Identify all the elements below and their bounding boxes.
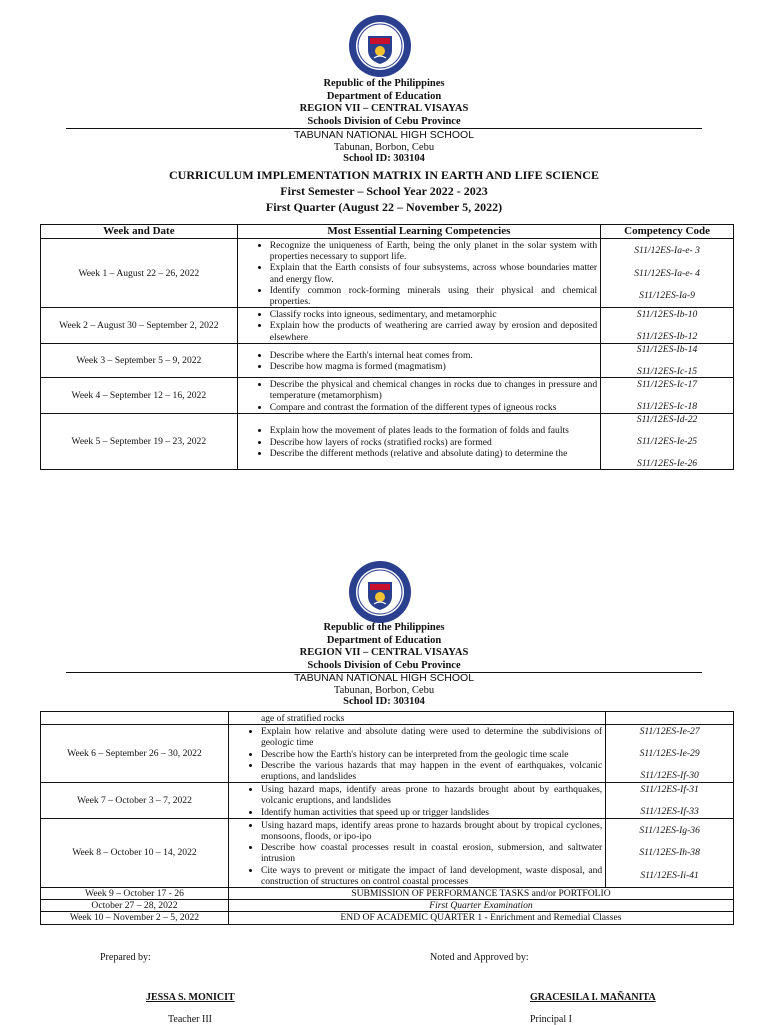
week-date-cell: Week 2 – August 30 – September 2, 2022 bbox=[41, 308, 238, 344]
competency-list bbox=[229, 820, 602, 887]
competency-item: • Describe how coastal processes result in coastal erosion, submersion, and saltwater intrusion bbox=[261, 842, 602, 864]
competencies-cell bbox=[228, 783, 605, 819]
school-info bbox=[0, 130, 768, 165]
competency-code: S11/12ES-Ih-38 bbox=[639, 847, 700, 859]
competency-item: • Explain how relative and absolute dating were used to determine the subdivisions of geologic time bbox=[261, 726, 602, 748]
competency-code: S11/12ES-Ie-26 bbox=[637, 458, 698, 470]
competency-code: S11/12ES-Ic-17 bbox=[637, 378, 698, 390]
continuation-row bbox=[41, 712, 734, 725]
table-row bbox=[41, 378, 734, 414]
competencies-cell bbox=[237, 343, 600, 377]
competency-item: • Using hazard maps, identify areas prone to hazards brought about by tropical cyclones, monsoons, floods, or ipo-ipo bbox=[261, 820, 602, 842]
competency-code-cell bbox=[601, 378, 734, 414]
competency-code: S11/12ES-Ib-12 bbox=[636, 331, 698, 343]
week-date-cell: October 27 – 28, 2022 bbox=[41, 900, 229, 912]
competency-item: • Describe how magma is formed (magmatism) bbox=[270, 361, 597, 372]
competency-code: S11/12ES-Ia-e- 3 bbox=[634, 245, 700, 257]
semester-title: First Semester – School Year 2022 - 2023 bbox=[280, 184, 488, 198]
competency-code-cell bbox=[601, 308, 734, 344]
competency-code-cell bbox=[601, 413, 734, 470]
competency-code: S11/12ES-Ie-27 bbox=[639, 725, 700, 737]
week-date-cell: Week 10 – November 2 – 5, 2022 bbox=[41, 912, 229, 924]
competency-item: • Using hazard maps, identify areas prone to hazards brought about by earthquakes, volcanic eruptions, and landslides bbox=[261, 784, 602, 806]
competency-item: • Identify human activities that speed up or trigger landslides bbox=[261, 807, 602, 818]
schedule-row bbox=[41, 888, 734, 900]
table-row bbox=[41, 343, 734, 377]
schedule-activity: END OF ACADEMIC QUARTER 1 - Enrichment and Remedial Classes bbox=[228, 912, 733, 924]
main-title: CURRICULUM IMPLEMENTATION MATRIX IN EARTH AND LIFE SCIENCE bbox=[169, 168, 599, 182]
department-line: Department of Education bbox=[326, 634, 442, 646]
competency-code: S11/12ES-Ib-14 bbox=[636, 343, 698, 355]
competency-code: S11/12ES-Ie-29 bbox=[639, 748, 700, 760]
table-header-row bbox=[41, 225, 734, 239]
header-week: Week and Date bbox=[41, 225, 238, 239]
schedule-activity: First Quarter Examination bbox=[228, 900, 733, 912]
competency-code-cell bbox=[601, 239, 734, 308]
week-date-cell: Week 6 – September 26 – 30, 2022 bbox=[41, 725, 229, 783]
table-row bbox=[41, 818, 734, 887]
letterhead bbox=[0, 78, 768, 128]
school-id: School ID: 303104 bbox=[343, 696, 425, 707]
competency-item: • Compare and contrast the formation of the different types of igneous rocks bbox=[270, 402, 597, 413]
competencies-cell bbox=[228, 818, 605, 887]
competency-item: • Describe where the Earth's internal heat comes from. bbox=[270, 350, 597, 361]
school-info bbox=[0, 673, 768, 708]
competency-code: S11/12ES-If-33 bbox=[640, 806, 699, 818]
week-date-cell: Week 7 – October 3 – 7, 2022 bbox=[41, 783, 229, 819]
competency-code: S11/12ES-Ie-25 bbox=[637, 436, 698, 448]
competency-list bbox=[229, 784, 602, 818]
table-row bbox=[41, 783, 734, 819]
deped-seal-icon bbox=[348, 14, 412, 78]
schedule-row bbox=[41, 912, 734, 924]
schedule-activity: SUBMISSION OF PERFORMANCE TASKS and/or PORTFOLIO bbox=[228, 888, 733, 900]
week-date-cell: Week 5 – September 19 – 23, 2022 bbox=[41, 413, 238, 470]
matrix-table-page-1 bbox=[40, 224, 734, 470]
matrix-table-page-2 bbox=[40, 711, 734, 925]
school-name: TABUNAN NATIONAL HIGH SCHOOL bbox=[293, 129, 475, 141]
document-titles bbox=[0, 167, 768, 215]
week-date-cell: Week 8 – October 10 – 14, 2022 bbox=[41, 818, 229, 887]
approver-name: GRACESILA I. MAÑANITA bbox=[530, 992, 656, 1003]
table-row bbox=[41, 239, 734, 308]
approved-by-label: Noted and Approved by: bbox=[430, 952, 529, 963]
competency-list bbox=[238, 309, 597, 343]
competencies-cell bbox=[228, 725, 605, 783]
republic-line: Republic of the Philippines bbox=[323, 622, 445, 633]
table-row bbox=[41, 308, 734, 344]
week-date-cell: Week 9 – October 17 - 26 bbox=[41, 888, 229, 900]
competency-code: S11/12ES-If-31 bbox=[640, 783, 699, 795]
week-date-cell: Week 4 – September 12 – 16, 2022 bbox=[41, 378, 238, 414]
competency-code: S11/12ES-Ib-10 bbox=[636, 308, 698, 320]
competency-list bbox=[229, 726, 602, 782]
competency-code: S11/12ES-Ic-15 bbox=[637, 366, 698, 378]
competency-list bbox=[238, 350, 597, 372]
competency-code: S11/12ES-Ic-18 bbox=[637, 401, 698, 413]
competency-code: S11/12ES-Ia-e- 4 bbox=[634, 267, 700, 279]
competency-code-cell bbox=[601, 343, 734, 377]
competency-code: S11/12ES-Id-22 bbox=[636, 413, 698, 425]
republic-line: Republic of the Philippines bbox=[323, 78, 445, 89]
schedule-row bbox=[41, 900, 734, 912]
competency-item: • Describe how layers of rocks (stratified rocks) are formed bbox=[270, 437, 597, 448]
competencies-cell bbox=[237, 308, 600, 344]
competency-code-cell bbox=[606, 783, 734, 819]
division-line: Schools Division of Cebu Province bbox=[307, 659, 461, 671]
competency-code: S11/12ES-If-30 bbox=[640, 770, 699, 782]
approver-title: Principal I bbox=[530, 1014, 572, 1025]
competencies-cell bbox=[237, 378, 600, 414]
preparer-name: JESSA S. MONICIT bbox=[146, 992, 235, 1003]
continuation-text: age of stratified rocks bbox=[228, 712, 605, 725]
division-line: Schools Division of Cebu Province bbox=[307, 115, 461, 127]
competencies-cell bbox=[237, 239, 600, 308]
school-address: Tabunan, Borbon, Cebu bbox=[333, 684, 435, 696]
competency-item: • Describe the different methods (relative and absolute dating) to determine the bbox=[270, 448, 597, 459]
competency-item: • Classify rocks into igneous, sedimentary, and metamorphic bbox=[270, 309, 597, 320]
competency-item: • Describe the various hazards that may happen in the event of earthquakes, volcanic eruptions, and landslides bbox=[261, 760, 602, 782]
quarter-title: First Quarter (August 22 – November 5, 2022) bbox=[265, 200, 503, 214]
school-name: TABUNAN NATIONAL HIGH SCHOOL bbox=[293, 672, 475, 684]
department-line: Department of Education bbox=[326, 90, 442, 102]
document-page-2 bbox=[0, 556, 768, 1024]
competency-item: • Explain how the movement of plates leads to the formation of folds and faults bbox=[270, 425, 597, 436]
week-date-cell: Week 3 – September 5 – 9, 2022 bbox=[41, 343, 238, 377]
competency-item: • Explain how the products of weathering are carried away by erosion and deposited elsewhere bbox=[270, 320, 597, 342]
competency-item: • Explain that the Earth consists of four subsystems, across whose boundaries matter and energy flow. bbox=[270, 262, 597, 284]
competency-item: • Describe how the Earth's history can be interpreted from the geologic time scale bbox=[261, 749, 602, 760]
competency-item: • Describe the physical and chemical changes in rocks due to changes in pressure and temperature (metamorphism) bbox=[270, 379, 597, 401]
competency-code: S11/12ES-Ii-41 bbox=[640, 869, 699, 881]
competency-item: • Identify common rock-forming minerals using their physical and chemical properties. bbox=[270, 285, 597, 307]
competency-code: S11/12ES-Ig-36 bbox=[639, 825, 700, 837]
letterhead bbox=[0, 622, 768, 672]
competency-list bbox=[238, 379, 597, 413]
competency-list bbox=[238, 425, 597, 459]
competencies-cell bbox=[237, 413, 600, 470]
competency-item: • Recognize the uniqueness of Earth, being the only planet in the solar system with properties necessary to support life. bbox=[270, 240, 597, 262]
region-line: REGION VII – CENTRAL VISAYAS bbox=[299, 103, 469, 114]
competency-list bbox=[238, 240, 597, 307]
competency-code-cell bbox=[606, 725, 734, 783]
table-row bbox=[41, 413, 734, 470]
competency-item: • Cite ways to prevent or mitigate the impact of land development, waste disposal, and construction of structures on control coastal processes bbox=[261, 865, 602, 887]
preparer-title: Teacher III bbox=[168, 1014, 212, 1025]
week-date-cell: Week 1 – August 22 – 26, 2022 bbox=[41, 239, 238, 308]
deped-seal-icon bbox=[348, 560, 412, 624]
competency-code: S11/12ES-Ia-9 bbox=[639, 289, 695, 301]
school-id: School ID: 303104 bbox=[343, 153, 425, 164]
header-code: Competency Code bbox=[601, 225, 734, 239]
header-competencies: Most Essential Learning Competencies bbox=[237, 225, 600, 239]
region-line: REGION VII – CENTRAL VISAYAS bbox=[299, 647, 469, 658]
school-address: Tabunan, Borbon, Cebu bbox=[333, 141, 435, 153]
prepared-by-label: Prepared by: bbox=[100, 952, 151, 963]
competency-code-cell bbox=[606, 818, 734, 887]
table-row bbox=[41, 725, 734, 783]
